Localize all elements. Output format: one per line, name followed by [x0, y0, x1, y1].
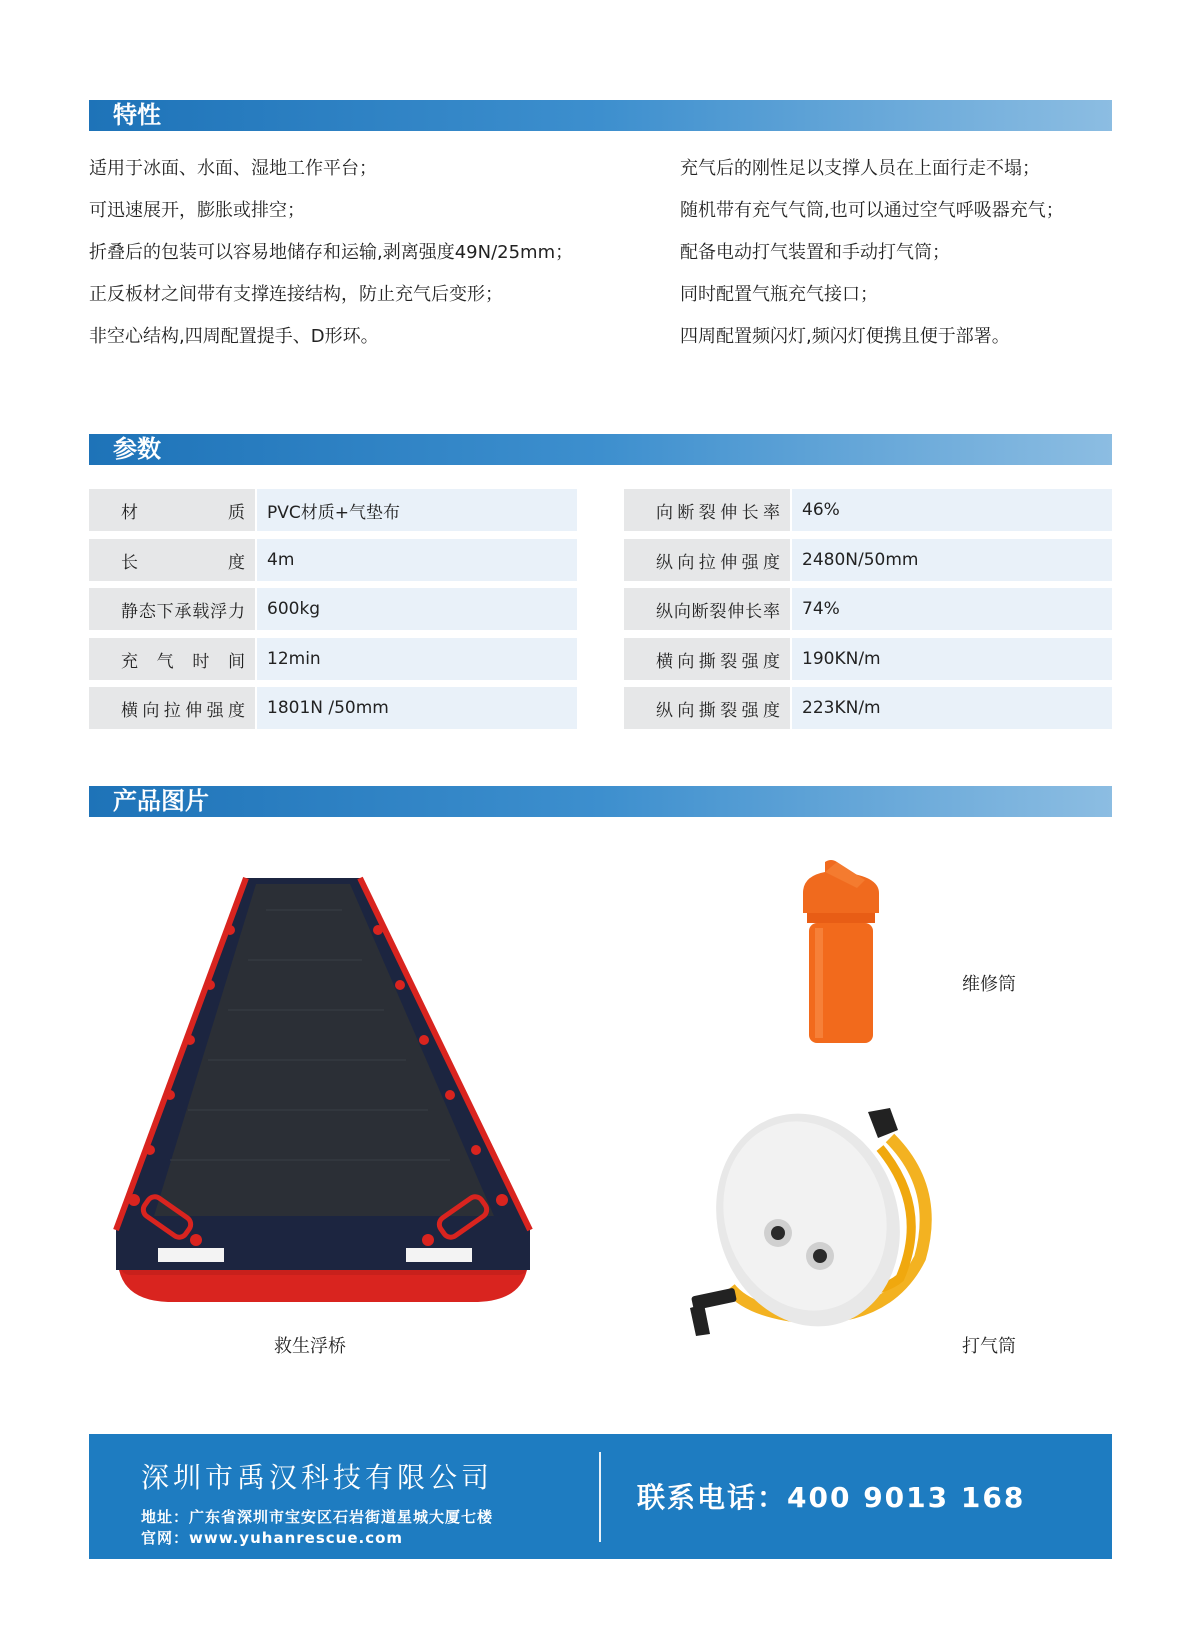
photos-title: 产品图片 [113, 787, 209, 815]
features-title: 特性 [113, 101, 161, 129]
company-footer [89, 1434, 1112, 1559]
params-title: 参数 [113, 435, 161, 463]
feature-left-5: 非空心结构,四周配置提手、D形环。 [89, 326, 379, 347]
feature-left-3: 折叠后的包装可以容易地储存和运输,剥离强度49N/25mm； [89, 242, 574, 263]
param-value: 46% [792, 489, 1112, 531]
photos-section-header [89, 786, 1112, 817]
feature-right-1: 充气后的刚性足以支撑人员在上面行走不塌； [680, 158, 1040, 179]
feature-left-4: 正反板材之间带有支撑连接结构，防止充气后变形； [89, 284, 503, 305]
pump-caption: 打气筒 [962, 1336, 1016, 1357]
param-value: 12min [257, 638, 577, 680]
param-value: 600kg [257, 588, 577, 630]
foot-pump-image [690, 1108, 950, 1348]
company-address: 地址：广东省深圳市宝安区石岩街道星城大厦七楼 [141, 1508, 494, 1526]
param-value: 2480N/50mm [792, 539, 1112, 581]
param-label: 纵向拉伸强度 [624, 539, 790, 581]
rescue-bridge-image [98, 870, 538, 1310]
bridge-caption: 救生浮桥 [274, 1336, 346, 1357]
param-label: 充气时间 [89, 638, 255, 680]
param-label: 材质 [89, 489, 255, 531]
company-name: 深圳市禹汉科技有限公司 [141, 1461, 494, 1494]
param-label: 纵向断裂伸长率 [624, 588, 790, 630]
param-label: 长度 [89, 539, 255, 581]
repair-cylinder-image [795, 858, 890, 1048]
param-value: 74% [792, 588, 1112, 630]
param-label: 向断裂伸长率 [624, 489, 790, 531]
param-value: 1801N /50mm [257, 687, 577, 729]
company-website: 官网：www.yuhanrescue.com [141, 1529, 404, 1547]
param-label: 静态下承载浮力 [89, 588, 255, 630]
param-value: PVC材质+气垫布 [257, 489, 577, 531]
param-label: 纵向撕裂强度 [624, 687, 790, 729]
param-value: 4m [257, 539, 577, 581]
feature-right-2: 随机带有充气气筒,也可以通过空气呼吸器充气； [680, 200, 1064, 221]
company-phone: 联系电话：400 9013 168 [637, 1481, 1026, 1514]
repair-caption: 维修筒 [962, 974, 1016, 995]
feature-left-1: 适用于冰面、水面、湿地工作平台； [89, 158, 377, 179]
params-section-header [89, 434, 1112, 465]
feature-right-4: 同时配置气瓶充气接口； [680, 284, 878, 305]
feature-right-3: 配备电动打气装置和手动打气筒； [680, 242, 950, 263]
param-value: 223KN/m [792, 687, 1112, 729]
param-label: 横向拉伸强度 [89, 687, 255, 729]
feature-right-5: 四周配置频闪灯,频闪灯便携且便于部署。 [680, 326, 1010, 347]
footer-divider [599, 1452, 601, 1542]
param-label: 横向撕裂强度 [624, 638, 790, 680]
features-section-header [89, 100, 1112, 131]
feature-left-2: 可迅速展开，膨胀或排空； [89, 200, 305, 221]
param-value: 190KN/m [792, 638, 1112, 680]
